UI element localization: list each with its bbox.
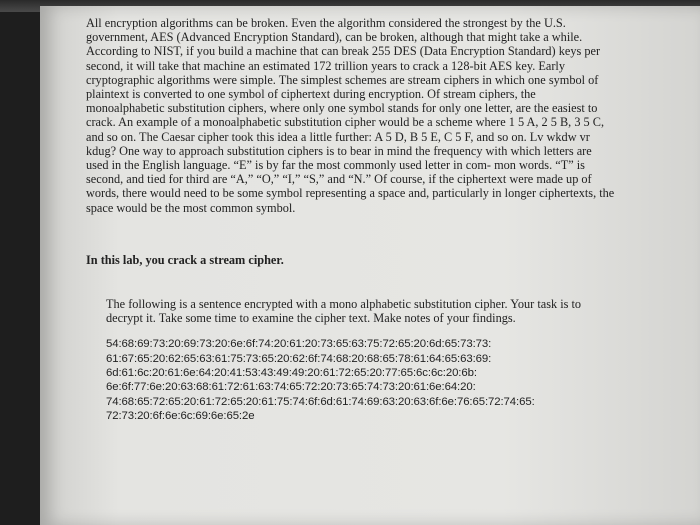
cipher-text — [106, 337, 606, 423]
cipher-line: 6e:6f:77:6e:20:63:68:61:72:61:63:74:65:72:20:73:65:74:73:20:61:6e:64:20: — [106, 381, 476, 394]
document-body — [86, 16, 616, 423]
cipher-line: 72:73:20:6f:6e:6c:69:6e:65:2e — [106, 409, 255, 422]
task-section — [106, 297, 606, 423]
intro-paragraph: All encryption algorithms can be broken. Even the algorithm considered the strongest by the U.S. government, AES (Advanced Encryption Standard), can be broken, although that might take a while. According to NIST, if you build a machine that can break 255 DES (Data Encryption Standard) keys per second, it will take that machine an estimated 172 trillion years to crack a 128-bit AES key. Early cryptographic algorithms were simple. The simplest schemes are stream ciphers in which one symbol of plaintext is converted to one symbol of ciphertext during encryption. Of stream ciphers, the monoalphabetic substitution ciphers, where only one symbol stands for only one letter, are the easiest to crack. An example of a monoalphabetic substitution cipher would be a scheme where 1 5 A, 2 5 B, 3 5 C, and so on. The Caesar cipher took this idea a little further: A 5 D, B 5 E, C 5 F, and so on. Lv wkdw vr kdug? One way to approach substitution ciphers is to bear in mind the frequency with which letters are used in the English language. “E” is by far the most commonly used letter in com- mon words. “T” is second, and tied for third are “A,” “O,” “I,” “S,” and “N.” Of course, if the ciphertext were made up of words, there would need to be some symbol representing a space and, particularly in longer ciphertexts, the space would be the most common symbol. — [86, 16, 615, 215]
task-instructions: The following is a sentence encrypted with a mono alphabetic substitution cipher. Your task is to decrypt it. Take some time to examine the cipher text. Make notes of your findings. — [106, 297, 582, 326]
lab-heading: In this lab, you crack a stream cipher. — [86, 252, 284, 267]
cipher-line: 6d:61:6c:20:61:6e:64:20:41:53:43:49:49:20:61:72:65:20:77:65:6c:6c:20:6b: — [106, 367, 477, 380]
cipher-line: 54:68:69:73:20:69:73:20:6e:6f:74:20:61:20:73:65:63:75:72:65:20:6d:65:73:73: — [106, 338, 492, 351]
cipher-line: 61:67:65:20:62:65:63:61:75:73:65:20:62:6f:74:68:20:68:65:78:61:64:65:63:69: — [106, 352, 492, 365]
cipher-line: 74:68:65:72:65:20:61:72:65:20:61:75:74:6f:6d:61:74:69:63:20:63:6f:6e:76:65:72:74:65: — [106, 395, 535, 408]
